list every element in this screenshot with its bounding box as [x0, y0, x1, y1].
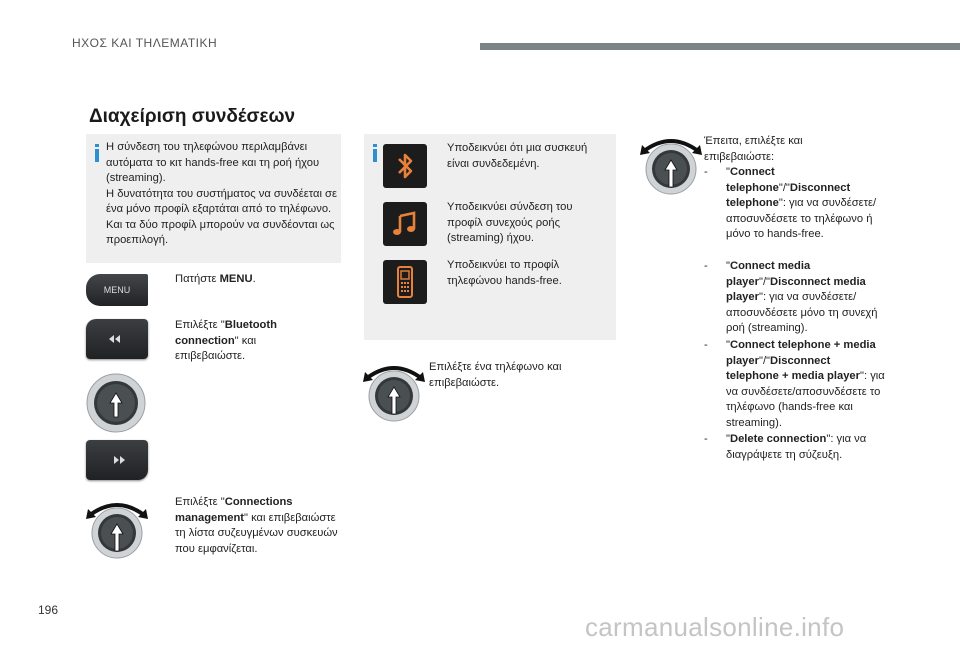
handsfree-description: Υποδεικνύει το προφίλ τηλεφώνου hands-free.: [447, 259, 562, 287]
step-press-menu: Πατήστε MENU.: [175, 273, 256, 285]
section-title: ΗΧΟΣ ΚΑΙ ΤΗΛΕΜΑΤΙΚΗ: [72, 36, 218, 50]
bluetooth-status-icon: [383, 144, 427, 188]
right-intro: Έπειτα, επιλέξτε και επιβεβαιώστε:: [704, 135, 803, 163]
knob-push-icon[interactable]: [86, 373, 146, 433]
mobile-phone-icon: [393, 265, 417, 299]
page-number: 196: [38, 603, 59, 617]
fast-forward-button[interactable]: [86, 440, 148, 480]
music-note-icon: [389, 208, 421, 240]
knob-rotate-icon[interactable]: [363, 360, 425, 424]
info-icon: [92, 144, 102, 162]
info-box-middle: [364, 134, 616, 340]
step-select-connections-management: Επιλέξτε "Connections management" και επιβεβαιώστε τη λίστα συζευγμένων συσκευών που εμφανίζεται.: [175, 496, 338, 555]
bluetooth-description: Υποδεικνύει ότι μια συσκευή είναι συνδεδεμένη.: [447, 142, 588, 170]
streaming-status-icon: [383, 202, 427, 246]
info-box-left: [86, 134, 341, 263]
page-heading: Διαχείριση συνδέσεων: [89, 106, 296, 127]
header-bar: [480, 43, 960, 50]
knob-rotate-icon[interactable]: [86, 497, 148, 561]
knob-rotate-icon[interactable]: [640, 133, 702, 197]
bluetooth-icon: [390, 149, 420, 183]
info-icon: [370, 144, 380, 162]
rewind-button[interactable]: [86, 319, 148, 359]
rewind-icon: [86, 319, 148, 359]
handsfree-status-icon: [383, 260, 427, 304]
fast-forward-icon: [86, 440, 148, 480]
watermark: carmanualsonline.info: [585, 612, 845, 642]
streaming-description: Υποδεικνύει σύνδεση του προφίλ συνεχούς ροής (streaming) ήχου.: [447, 201, 573, 244]
info-box-left-text: Η σύνδεση του τηλεφώνου περιλαμβάνει αυτόματα το κιτ hands-free και τη ροή ήχου (streaming). Η δυνατότητα του συστήματος να συνδέεται σε ένα μόνο προφίλ εξαρτάται από το τηλέφωνο. Και τα δύο προφίλ μπορούν να συνδέονται ως προεπιλογή.: [106, 141, 337, 246]
menu-button[interactable]: MENU: [86, 274, 148, 306]
step-select-phone: Επιλέξτε ένα τηλέφωνο και επιβεβαιώστε.: [429, 361, 562, 389]
step-select-bluetooth: Επιλέξτε "Bluetooth connection" και επιβεβαιώστε.: [175, 319, 277, 362]
